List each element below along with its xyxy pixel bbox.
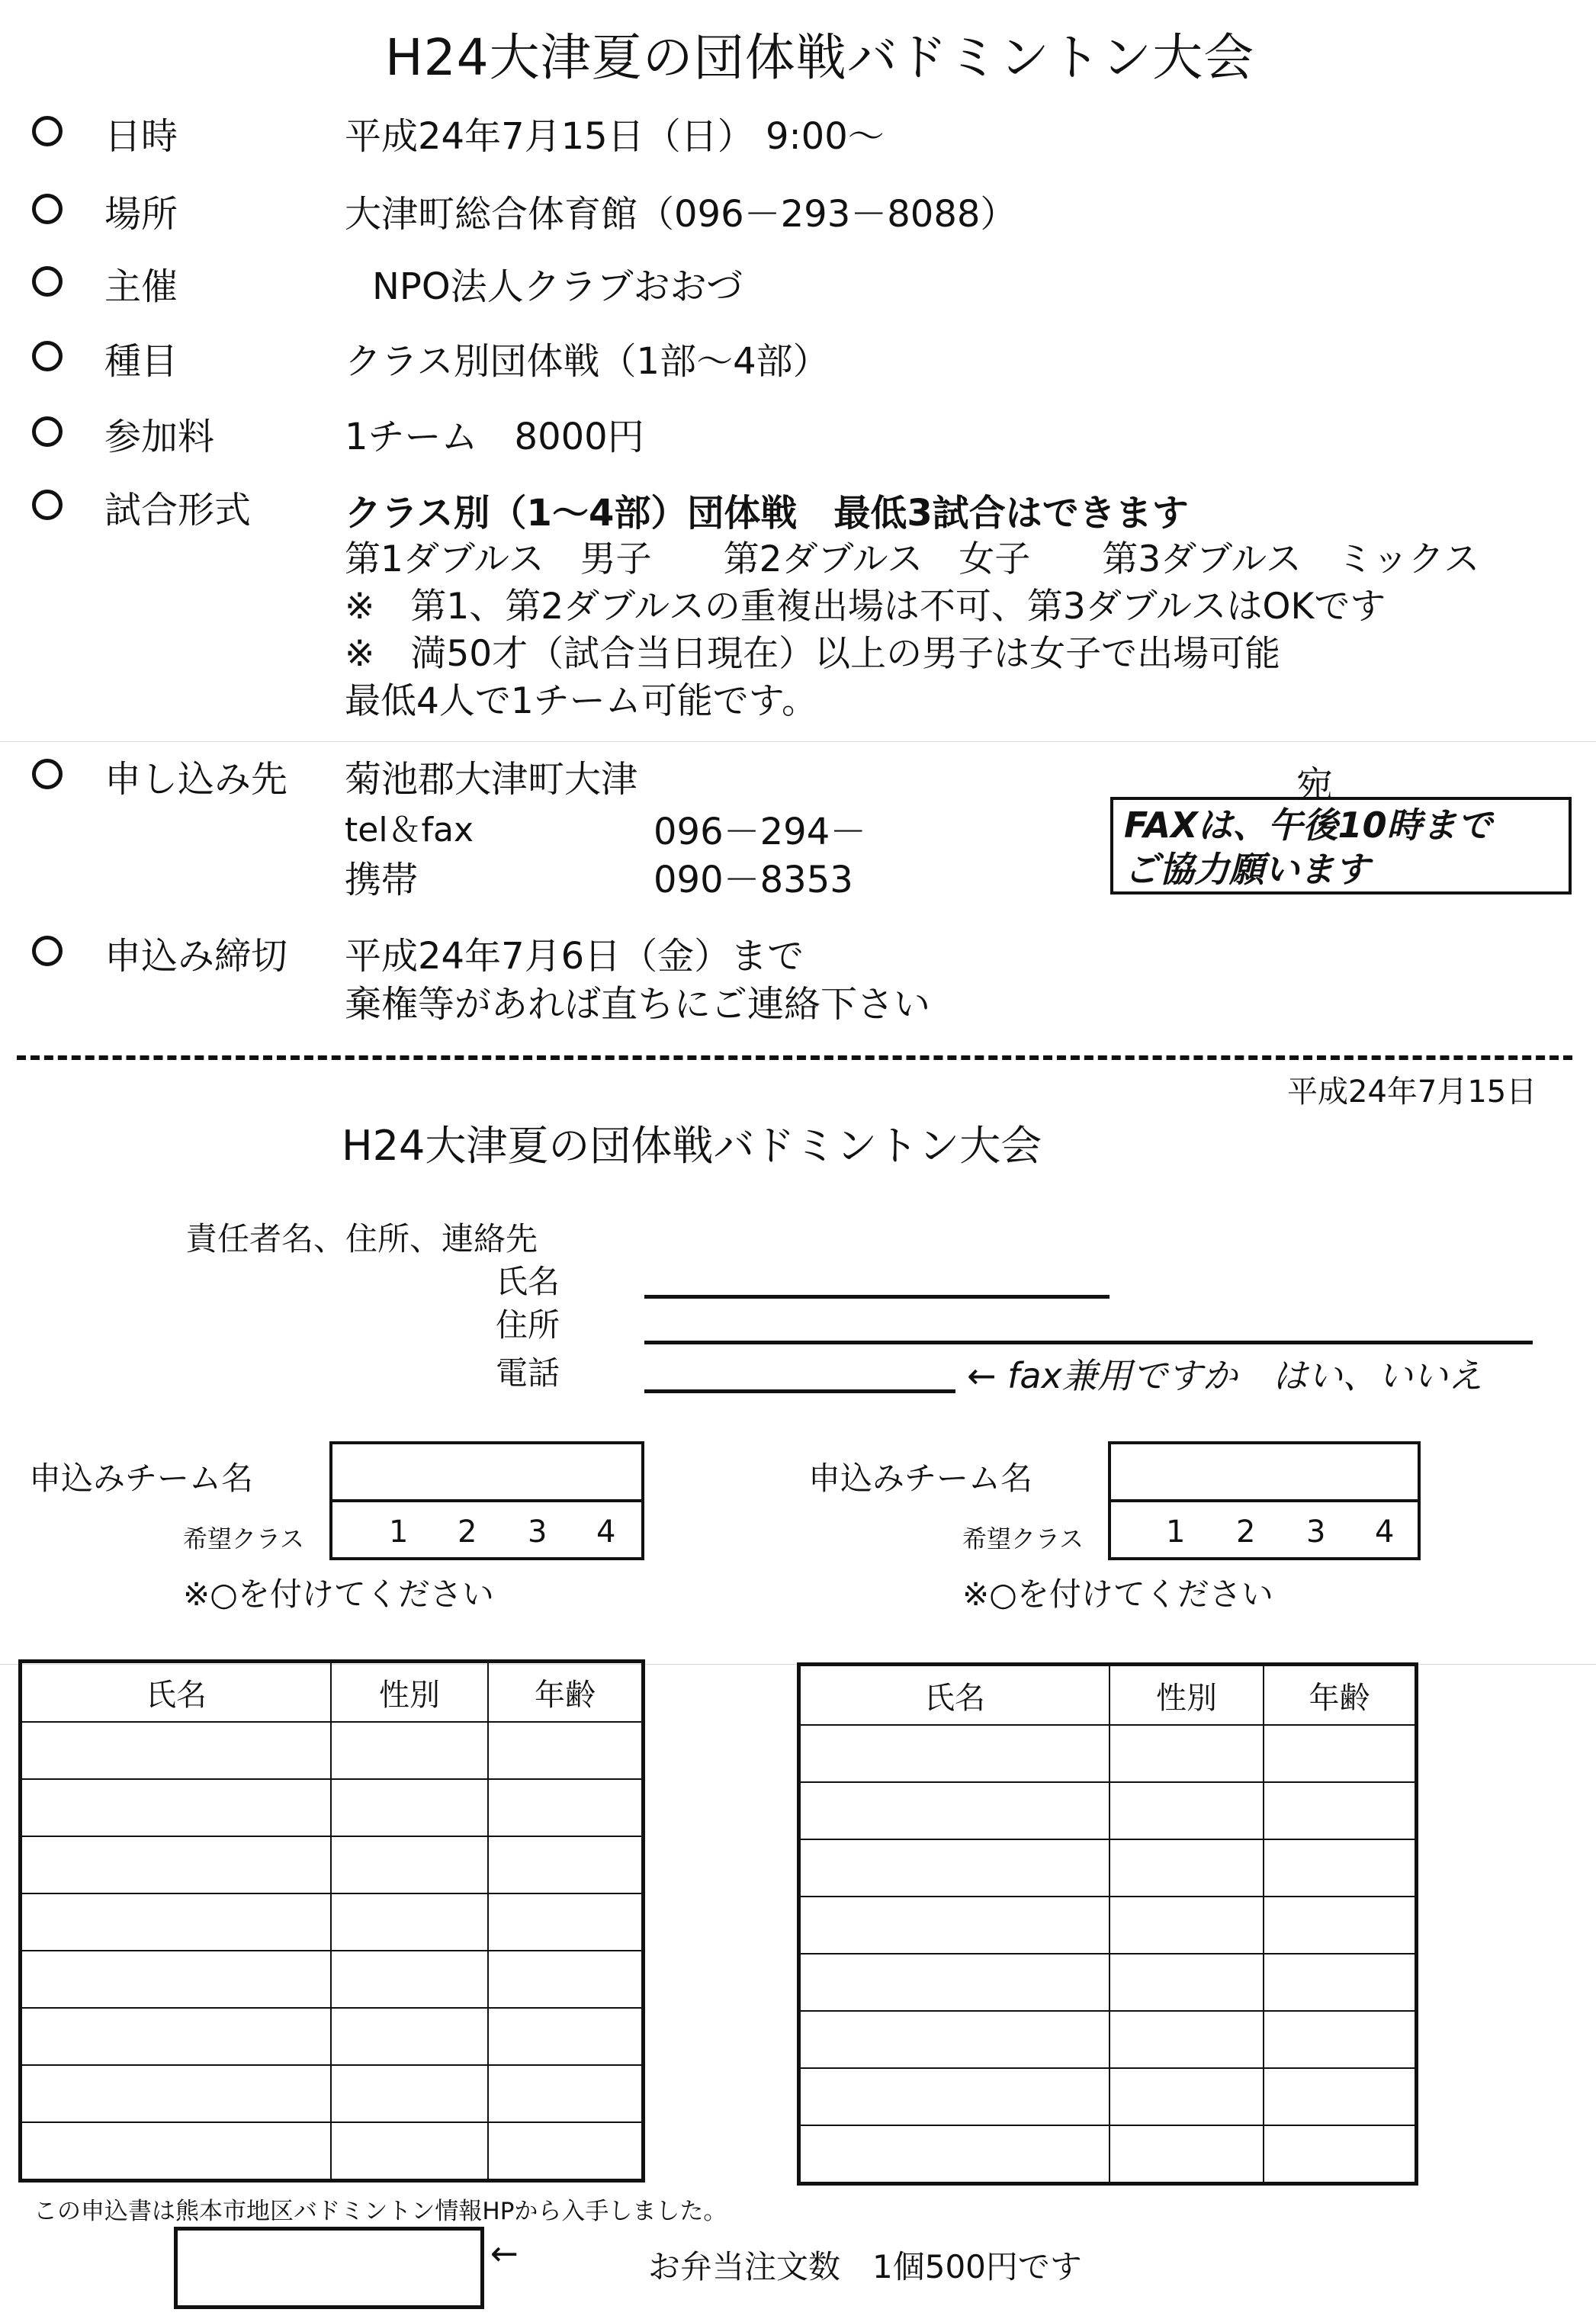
bullet-circle-icon: [32, 759, 63, 789]
column-header-name: 氏名: [21, 1662, 332, 1723]
info-label-event: 種目: [104, 340, 178, 383]
bullet-circle-icon: [32, 194, 63, 224]
info-value-fee: 1チーム 8000円: [345, 416, 644, 458]
table-row[interactable]: [799, 1839, 1417, 1897]
class-option[interactable]: 1: [1166, 1514, 1186, 1550]
table-row[interactable]: [21, 2122, 644, 2181]
deadline-note: 棄権等があれば直ちにご連絡下さい: [345, 983, 931, 1026]
info-label-format: 試合形式: [104, 489, 252, 532]
table-row[interactable]: [799, 1954, 1417, 2011]
table-header-row: [21, 1662, 644, 1723]
fold-line: [0, 741, 1596, 742]
table-row[interactable]: [21, 1893, 644, 1951]
bullet-circle-icon: [32, 936, 63, 966]
column-header-gender: 性別: [1109, 1665, 1264, 1726]
class-option[interactable]: 2: [458, 1514, 477, 1550]
class-option[interactable]: 1: [389, 1514, 409, 1550]
info-value-event: クラス別団体戦（1部～4部）: [345, 340, 830, 383]
class-select[interactable]: [329, 1499, 644, 1560]
info-label-fee: 参加料: [104, 416, 215, 458]
format-line-note2: ※ 満50才（試合当日現在）以上の男子は女子で出場可能: [345, 633, 1281, 675]
info-value-organizer: NPO法人クラブおおづ: [372, 265, 743, 308]
table-row[interactable]: [21, 1836, 644, 1893]
mobile-label: 携帯: [345, 859, 419, 901]
lunch-count-input[interactable]: [174, 2227, 484, 2309]
name-label: 氏名: [496, 1263, 560, 1300]
table-row[interactable]: [799, 2125, 1417, 2184]
fax-notice-box: [1110, 797, 1572, 895]
table-row[interactable]: [21, 1722, 644, 1779]
bullet-circle-icon: [32, 266, 63, 297]
source-note: この申込書は熊本市地区バドミントン情報HPから入手しました。: [34, 2198, 727, 2225]
info-value-format: クラス別（1～4部）団体戦 最低3試合はできます: [345, 492, 1189, 535]
table-row[interactable]: [799, 1725, 1417, 1782]
bullet-circle-icon: [32, 416, 63, 447]
responsible-label: 責任者名、住所、連絡先: [185, 1220, 538, 1257]
bullet-circle-icon: [32, 116, 63, 146]
circle-note: ※○を付けてください: [962, 1575, 1273, 1613]
info-value-venue: 大津町総合体育館（096－293－8088）: [345, 193, 1017, 236]
table-row[interactable]: [799, 1782, 1417, 1839]
page-title: H24大津夏の団体戦バドミントン大会: [385, 28, 1255, 87]
team-name-label: 申込みチーム名: [29, 1460, 254, 1497]
column-header-gender: 性別: [331, 1662, 488, 1723]
mobile-value: 090－8353: [653, 859, 853, 901]
info-label-datetime: 日時: [104, 115, 178, 158]
roster-table: [18, 1659, 645, 2182]
format-line-doubles: 第1ダブルス 男子 第2ダブルス 女子 第3ダブルス ミックス: [345, 538, 1480, 580]
roster-table: [797, 1662, 1418, 2186]
tel-fax-value: 096－294－: [653, 811, 867, 853]
table-row[interactable]: [21, 1779, 644, 1836]
class-label: 希望クラス: [183, 1524, 305, 1553]
phone-label: 電話: [496, 1354, 560, 1392]
application-label: 申し込み先: [104, 758, 288, 801]
class-option[interactable]: 4: [1375, 1514, 1395, 1550]
team-name-label: 申込みチーム名: [808, 1460, 1033, 1497]
column-header-age: 年齢: [488, 1662, 644, 1723]
column-header-name: 氏名: [799, 1665, 1110, 1726]
bullet-circle-icon: [32, 490, 63, 520]
fax-question: ← fax兼用ですか はい、いいえ: [967, 1355, 1483, 1396]
circle-note: ※○を付けてください: [183, 1575, 494, 1613]
table-row[interactable]: [799, 1897, 1417, 1954]
address-input-line[interactable]: [644, 1341, 1533, 1344]
class-option[interactable]: 2: [1236, 1514, 1256, 1550]
phone-input-line[interactable]: [644, 1389, 955, 1393]
arrow-left-icon: ←: [490, 2234, 519, 2273]
form-title: H24大津夏の団体戦バドミントン大会: [342, 1122, 1042, 1170]
table-row[interactable]: [21, 2008, 644, 2065]
table-row[interactable]: [799, 2068, 1417, 2125]
team-name-input[interactable]: [1108, 1441, 1421, 1502]
class-option[interactable]: 3: [1306, 1514, 1326, 1550]
fax-notice-line: ご協力願います: [1124, 849, 1370, 890]
column-header-age: 年齢: [1264, 1665, 1417, 1726]
table-row[interactable]: [21, 2065, 644, 2122]
form-date: 平成24年7月15日: [1287, 1074, 1537, 1110]
lunch-note: お弁当注文数 1個500円です: [648, 2248, 1082, 2285]
deadline-value: 平成24年7月6日（金）まで: [345, 935, 804, 978]
application-address: 菊池郡大津町大津: [345, 758, 638, 801]
table-row[interactable]: [21, 1951, 644, 2008]
application-addressee: 宛: [1296, 763, 1334, 806]
table-header-row: [799, 1665, 1417, 1726]
team-name-input[interactable]: [329, 1441, 644, 1502]
format-line-note1: ※ 第1、第2ダブルスの重複出場は不可、第3ダブルスはOKです: [345, 586, 1386, 628]
cut-line: [17, 1055, 1572, 1060]
name-input-line[interactable]: [644, 1295, 1109, 1299]
tel-fax-label: tel＆fax: [345, 811, 474, 850]
format-line-minimum: 最低4人で1チーム可能です。: [345, 680, 818, 722]
class-option[interactable]: 3: [528, 1514, 548, 1550]
class-select[interactable]: [1108, 1499, 1421, 1560]
class-label: 希望クラス: [962, 1524, 1084, 1553]
table-row[interactable]: [799, 2011, 1417, 2068]
bullet-circle-icon: [32, 341, 63, 371]
info-value-datetime: 平成24年7月15日（日） 9:00～: [345, 115, 885, 158]
fax-notice-line: FAXは、午後10時まで: [1124, 805, 1492, 846]
info-label-organizer: 主催: [104, 265, 178, 308]
info-label-venue: 場所: [104, 193, 178, 236]
class-option[interactable]: 4: [596, 1514, 616, 1550]
deadline-label: 申込み締切: [104, 935, 288, 978]
address-label: 住所: [496, 1306, 560, 1344]
